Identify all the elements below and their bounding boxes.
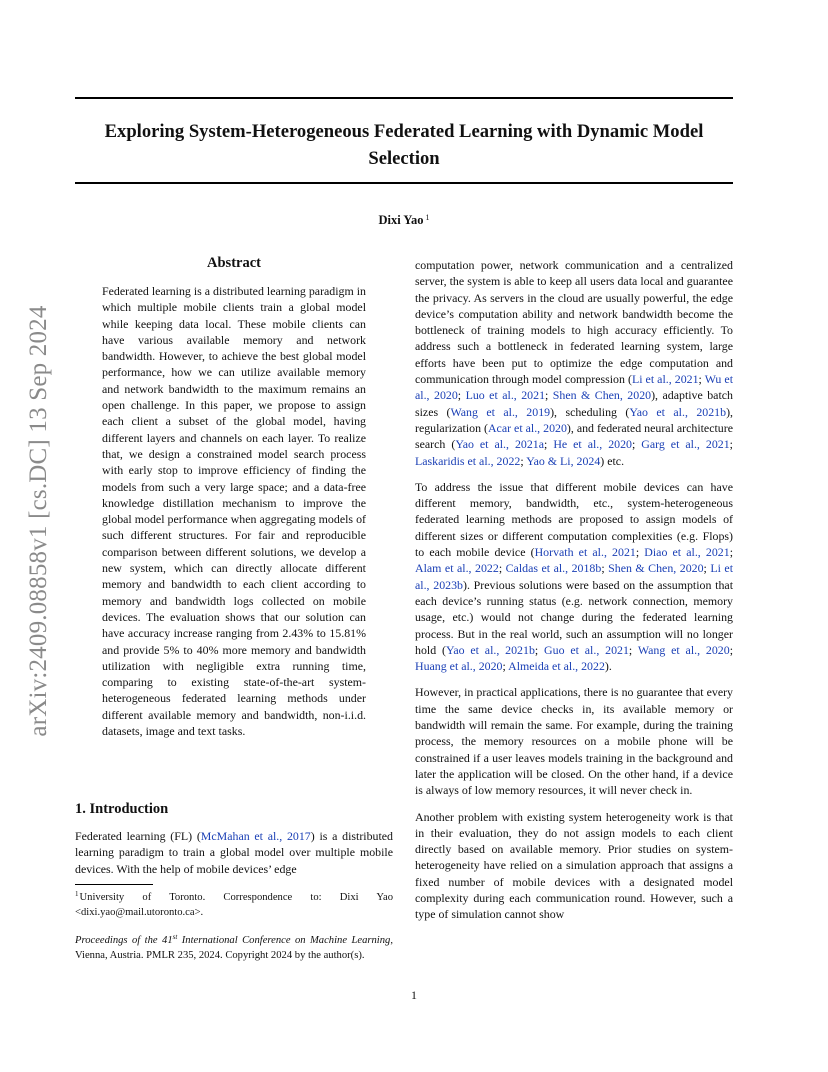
body-text: ;: [698, 372, 705, 387]
author-line: [75, 213, 733, 228]
citation-link[interactable]: Huang et al., 2020: [415, 659, 503, 674]
proceedings-text: Proceedings of the: [75, 935, 163, 946]
body-paragraph: [415, 809, 733, 923]
body-text: ;: [729, 642, 734, 657]
citation-link[interactable]: Acar et al., 2020: [487, 420, 567, 435]
body-text: ;: [502, 659, 509, 674]
body-text: ;: [534, 642, 545, 657]
author-affiliation-mark: 1: [425, 213, 430, 222]
body-paragraph: [415, 684, 733, 798]
citation-link[interactable]: Yao et al., 2021a: [455, 437, 545, 452]
proceedings-note: [75, 930, 393, 963]
body-text: ;: [457, 388, 466, 403]
body-paragraph: [415, 479, 733, 675]
body-text: ;: [635, 545, 645, 560]
body-text: ), regularization (: [415, 404, 733, 435]
body-text: However, in practical applications, there is no guarantee that every time the same device checks in, its available memory or bandwidth will remain the same. For example, during the training process, the memory resources on a mobile phone will be constrained if a user leaves models training in the background and later the application will be closed. On the other hand, if a device is always of low memory resources, it will never check in.: [415, 685, 733, 798]
affiliation-footnote: [75, 887, 393, 920]
citation-link[interactable]: Yao et al., 2021b: [629, 404, 727, 419]
body-text: ;: [729, 545, 733, 560]
citation-link[interactable]: Horvath et al., 2021: [534, 545, 636, 560]
citation-link[interactable]: He et al., 2020: [553, 437, 632, 452]
title-rule-bottom: [75, 182, 733, 184]
body-text: ;: [498, 561, 506, 576]
citation-link[interactable]: Guo et al., 2021: [544, 642, 629, 657]
citation-link[interactable]: Almeida et al., 2022: [508, 659, 605, 674]
body-text: ;: [703, 561, 711, 576]
body-paragraph: [415, 257, 733, 469]
proceedings-number: 41: [162, 935, 173, 946]
citation-link[interactable]: Shen & Chen, 2020: [608, 561, 704, 576]
body-text: ;: [729, 437, 733, 452]
footnote-mark: 1: [75, 890, 79, 898]
body-text: ), and federated neural architecture search (: [415, 420, 733, 452]
body-text: To address the issue that different mobile devices can have different memory, bandwidth, etc., system-heterogeneous federated learning methods are proposed to assign models of different sizes or different computation complexities (e.g. Flops) to each mobile device (: [415, 479, 733, 560]
footnote-divider: [75, 884, 153, 885]
body-text: computation power, network communication and a centralized server, the system is able to keep all users data local and guarantee the privacy. As servers in the cloud are usually powerful, the edge device’s computation ability and network bandwidth become the bottleneck of training models to high accuracy efficiently. To address such a bottleneck in federated learning system, large efforts have been put to optimize the edge computation and communication through model compression (: [415, 258, 733, 387]
arxiv-identifier: arXiv:2409.08858v1 [cs.DC] 13 Sep 2024: [25, 305, 52, 737]
body-text: ;: [545, 388, 553, 403]
citation-link[interactable]: Wang et al., 2019: [450, 404, 551, 419]
citation-link[interactable]: Luo et al., 2021: [465, 388, 546, 403]
body-text: ;: [520, 453, 527, 468]
paper-title: Exploring System-Heterogeneous Federated Learning with Dynamic Model Selection: [104, 121, 704, 169]
body-text: ). Previous solutions were based on the assumption that each device’s running status (e.g. network connection, memory usage, etc.) would not change during the federated learning process. But in the real world, such an assumption will no longer hold (: [415, 577, 733, 657]
body-text: ) etc.: [600, 453, 625, 468]
citation-link[interactable]: Caldas et al., 2018b: [505, 561, 602, 576]
page-number: 1: [411, 988, 417, 1002]
author-name: Dixi Yao: [378, 213, 424, 227]
right-column: [415, 257, 733, 933]
body-text: ), adaptive batch sizes (: [415, 388, 733, 419]
abstract-body: Federated learning is a distributed learning paradigm in which multiple mobile clients train a global model while keeping data local. These mobile clients can have various available memory and network bandwidth. However, to achieve the best global model performance, how we can utilize available memory and network bandwidth to the maximum remains an open challenge. In this paper, we propose to assign each client a subset of the global model, having different layers and channels on each layer. To realize that, we design a constrained model search process with early stop to improve efficiency of finding the models from such a very large space; and a data-free knowledge distillation mechanism to improve the global model performance when aggregating models of such different structures. For fair and reproducible comparison between different solutions, we develop a new system, which can directly allocate different memory and bandwidth to each client according to memory and bandwidth logs collected on mobile devices. The evaluation shows that our solution can have accuracy increase ranging from 2.43% to 15.81% and provide 5% to 40% more memory and bandwidth utilization with negligible extra running time, comparing to existing state-of-the-art system-heterogeneous federated learning methods under different available memory and bandwidth, non-i.i.d. datasets, image and text tasks.: [102, 284, 366, 739]
body-text: ), scheduling (: [550, 404, 630, 419]
citation-link[interactable]: Garg et al., 2021: [641, 437, 730, 452]
citation-link[interactable]: Li et al., 2021: [631, 372, 699, 387]
proceedings-copyright: , Vienna, Austria. PMLR 235, 2024. Copyright 2024 by the author(s).: [75, 935, 393, 961]
citation-link[interactable]: Diao et al., 2021: [644, 545, 730, 560]
body-text: ;: [628, 642, 638, 657]
intro-text-part: Federated learning (FL) (: [75, 829, 201, 843]
intro-text-part: ) is a distributed learning paradigm to train a global model over multiple mobile devices. With the help of mobile devices’ edge: [75, 829, 393, 876]
body-text: ;: [601, 561, 609, 576]
arxiv-sidebar: [22, 286, 56, 756]
citation-link[interactable]: Shen & Chen, 2020: [552, 388, 652, 403]
body-text: ;: [632, 437, 642, 452]
title-rule-top: [75, 97, 733, 99]
citation-link[interactable]: Wang et al., 2020: [637, 642, 730, 657]
body-text: ;: [544, 437, 554, 452]
footnote-text: University of Toronto. Correspondence to: Dixi Yao <dixi.yao@mail.utoronto.ca>.: [75, 892, 393, 918]
introduction-paragraph: [75, 828, 393, 877]
proceedings-ordinal: st: [172, 933, 178, 941]
abstract-heading: Abstract: [207, 255, 261, 271]
section-heading-introduction: 1. Introduction: [75, 801, 169, 817]
citation-link[interactable]: Yao et al., 2021b: [445, 642, 535, 657]
citation-link[interactable]: Wu et al., 2020: [415, 372, 734, 403]
body-text: Another problem with existing system heterogeneity work is that in their evaluation, they do not assign models to each client directly based on available memory. Prior studies on system-heterogeneity have relied on a simulation approach that assigns a fixed number of mobile devices with a designated model complexity during each communication round. However, such a type of simulation cannot show: [415, 809, 733, 922]
citation-link[interactable]: Yao & Li, 2024: [526, 453, 601, 468]
citation-link[interactable]: Laskaridis et al., 2022: [415, 453, 521, 468]
proceedings-conference: International Conference on Machine Learning: [177, 935, 391, 946]
body-text: ).: [604, 659, 612, 674]
citation-link[interactable]: McMahan et al., 2017: [200, 829, 311, 843]
citation-link[interactable]: Li et al., 2023b: [415, 561, 733, 592]
citation-link[interactable]: Alam et al., 2022: [415, 561, 499, 576]
